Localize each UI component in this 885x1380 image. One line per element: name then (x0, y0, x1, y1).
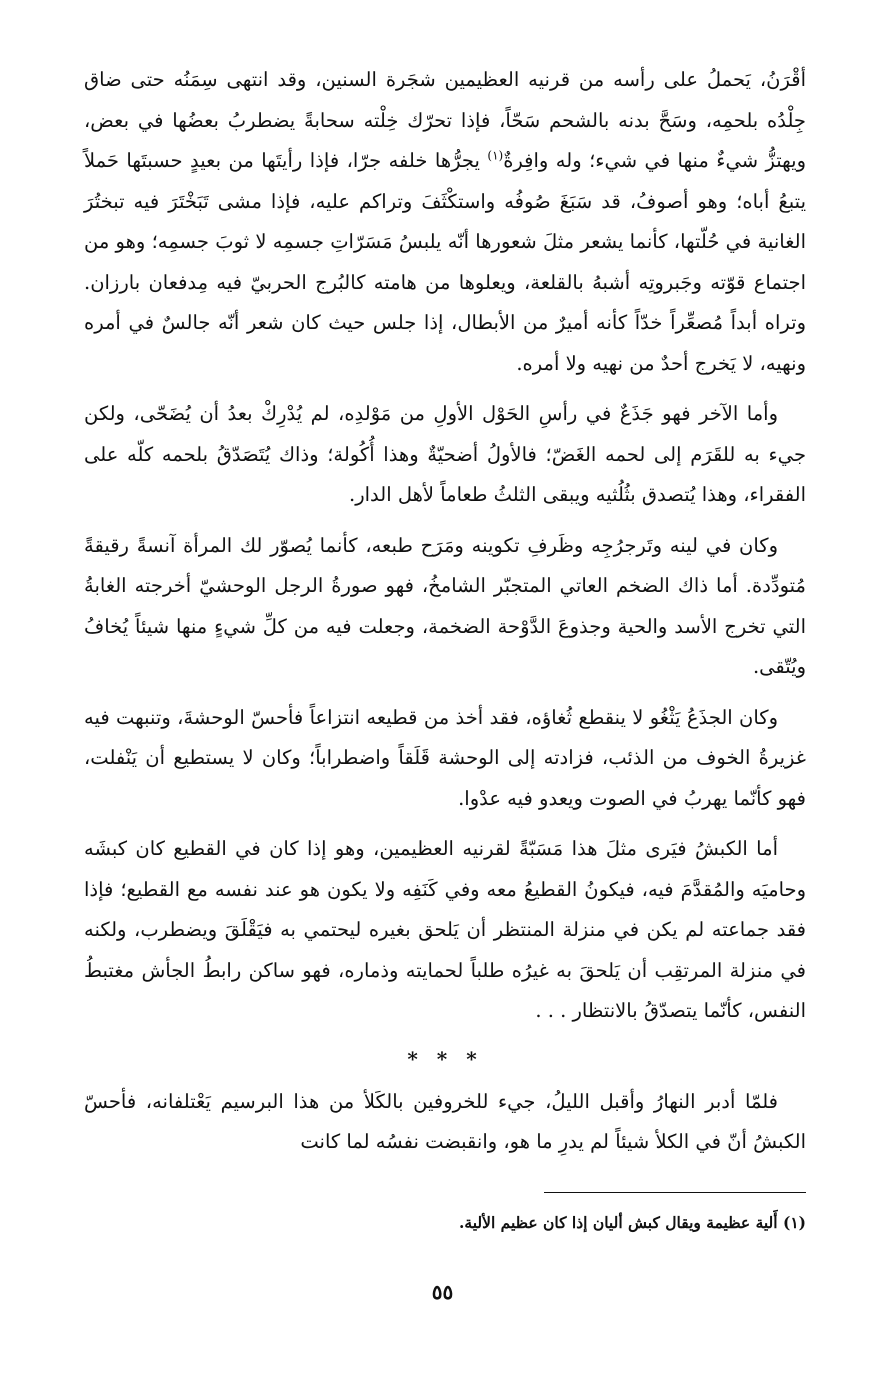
paragraph-3: وكان في لينه وتَرجرُجِه وظَرفِ تكوينه ومَرَح طبعه، كأنما يُصوّر لك المرأة آنسةً رقيقةً مُتودِّدة. أما ذاك الضخم العاتي المتجبّر الشامخُ، فهو صورةُ الرجل الوحشيّ أخرجته الغابةُ التي تخرج الأسد والحية وجذوعَ الدَّوْحة الضخمة، وجعلت فيه من كلِّ شيءٍ منها شيئاً يُخافُ ويُتّقى. (84, 533, 806, 678)
paragraph-4: وكان الجذَعُ يَثْغُو لا ينقطع ثُغاؤه، فقد أخذ من قطيعه انتزاعاً فأحسّ الوحشةَ، وتنبهت فيه غزيرةُ الخوف من الذئب، فزادته إلى الوحشة قَلَقاً واضطراباً؛ وكان لا يستطيع أن يَنْفلت، فهو كأنّما يهربُ في الصوت ويعدو فيه عدْوا. (84, 705, 806, 810)
paragraph-2: وأما الآخر فهو جَذَعٌ في رأسِ الحَوْل الأولِ من مَوْلدِه، لم يُدْرِكْ بعدُ أن يُضَحّى، ولكن جيء به للقَرَم إلى لحمه الغَضّ؛ فالأولُ أضحيّةٌ وهذا أُكُولة؛ وذاك يُتَصَدّقُ بلحمه كلّه على الفقراء، وهذا يُتصدق بثُلُثيه ويبقى الثلثُ طعاماً لأهل الدار. (84, 402, 806, 506)
paragraph-1-text-b: يجرُّها خلفه جرّا، فإذا رأيتَها من بعيدٍ حسبتَها حَملاً يتبعُ أباه؛ وهو أصوفُ، قد سَبَغَ صُوفُه واستكْثَفَ وتراكم عليه، فإذا مشى تَبَخْتَرَ فيه تبختُرَ الغانية في حُلّتها، كأنما يشعر مثلَ شعورها أنّه يلبسُ مَسَرّاتِ جسمِه لا ثوبَ جسمِه؛ وهو من اجتماع قوّته وجَبروتِه أشبهُ بالقلعة، ويعلوها من هامته كالبُرج الحربيّ فيه مِدفعان بارزان. وتراه أبداً مُصعِّراً خدّاً كأنه أميرٌ من الأبطال، إذا جلس حيث كان شعر أنّه جالسٌ في أمره ونهيه، لا يَخرج أحدٌ من نهيه ولا أمره. (84, 149, 806, 375)
footnote-reference: (١) (487, 148, 504, 163)
footnote-divider (544, 1192, 806, 1193)
footnote: (١) أَلية عظيمة ويقال كبش أليان إذا كان عظيم الألية. (459, 1213, 806, 1232)
page-body (84, 60, 806, 1232)
paragraph-5: أما الكبشُ فيَرى مثلَ هذا مَسَبّةً لقرنيه العظيمين، وهو إذا كان في القطيع كان كبشَه وحاميَه والمُقدَّمَ فيه، فيكونُ القطيعُ معه وفي كَنَفِه ولا يكون هو عند نفسه مع القطيع؛ فإذا فقد جماعته لم يكن في منزلة المنتظر أن يَلحق بغيره ليحتمي به فيَقْلَقَ ويضطرب، ولكنه في منزلة المرتقِب أن يَلحقَ به غيرُه طلباً لحمايته وذماره، فهو ساكن رابطُ الجأش مغتبطُ النفس، كأنّما يتصدّقُ بالانتظار . . . (84, 837, 806, 1022)
page-number: ٥٥ (431, 1280, 454, 1304)
paragraph-1 (84, 60, 806, 384)
paragraph-1-text-a: أقْرَنُ، يَحملُ على رأسه من قرنيه العظيمين شجَرة السنين، وقد انتهى سِمَنُه حتى ضاق جِلْدُه بلحمِه، وسَحَّ بدنه بالشحم سَحّاً، فإذا تحرّك خِلْته سحابةً يضطربُ بعضُها في بعض، ويهتزُّ شيءٌ منها في شيء؛ وله وافِرةٌ (84, 68, 806, 172)
section-separator: * * * (407, 1046, 483, 1071)
paragraph-6: فلمّا أدبر النهارُ وأقبل الليلُ، جيء للخروفين بالكَلأ من هذا البرسيم يَعْتلفانه، فأحسّ الكبشُ أنّ في الكلأ شيئاً لم يدرِ ما هو، وانقبضت نفسُه لما كانت (84, 1089, 806, 1153)
